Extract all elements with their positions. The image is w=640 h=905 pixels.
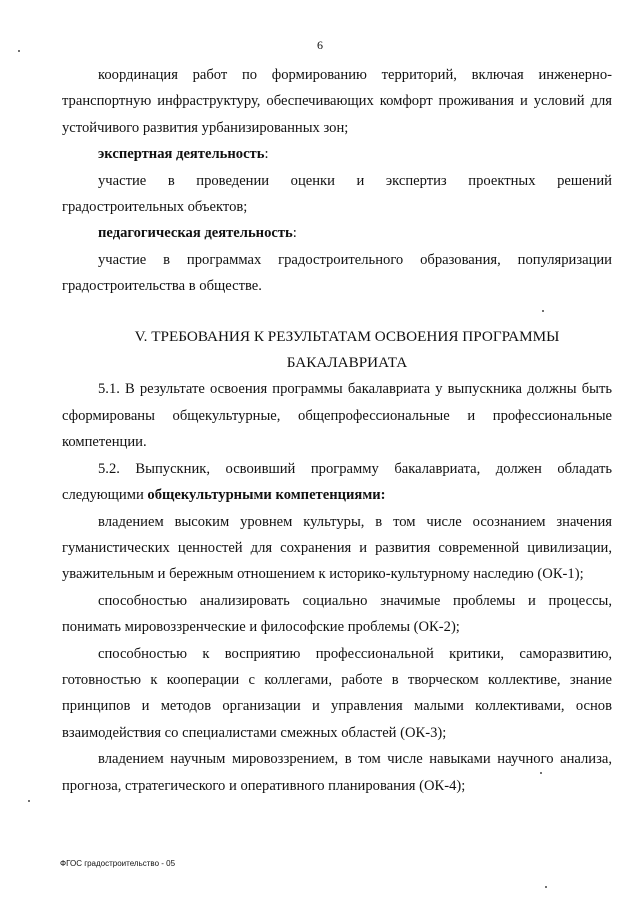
paragraph-expert: участие в проведении оценки и экспертиз проектных решений градостроительных объектов; xyxy=(62,172,612,216)
activity-heading-pedagogical-colon: : xyxy=(292,225,297,242)
competency-ok-4: владением научным мировоззрением, в том числе навыками научного анализа, прогноза, стратегического и оперативного планирования (ОК-4); xyxy=(62,751,612,794)
footer-label: ФГОС градостроительство - 05 xyxy=(60,859,176,868)
activity-heading-pedagogical xyxy=(62,220,612,246)
document-body xyxy=(62,62,612,799)
scan-speck xyxy=(540,772,542,774)
activity-heading-expert-colon: : xyxy=(264,146,269,163)
page-number: 6 xyxy=(317,38,323,52)
scan-speck xyxy=(18,50,20,52)
paragraph-5-2-bold: общекультурными компетенциями: xyxy=(147,487,386,504)
paragraph-coordination: координация работ по формированию территорий, включая инженерно-транспортную инфраструктуру, обеспечивающих комфорт проживания и условий для устойчивого развития урбанизированных зон; xyxy=(62,67,612,136)
activity-heading-pedagogical-text: педагогическая деятельность xyxy=(98,225,293,242)
section-title-line1: V. ТРЕБОВАНИЯ К РЕЗУЛЬТАТАМ ОСВОЕНИЯ ПРОГРАММЫ xyxy=(134,327,560,345)
activity-heading-expert-text: экспертная деятельность xyxy=(98,146,265,163)
paragraph-pedagogical: участие в программах градостроительного образования, популяризации градостроительства в обществе. xyxy=(62,251,612,295)
scan-speck xyxy=(542,310,544,312)
scan-speck xyxy=(28,800,30,802)
paragraph-5-2 xyxy=(62,456,612,509)
activity-heading-expert xyxy=(62,141,612,167)
scan-speck xyxy=(545,886,547,888)
paragraph-5-2-text: 5.2. Выпускник, освоивший программу бакалавриата, должен обладать следующими xyxy=(62,460,612,504)
competency-ok-3: способностью к восприятию профессиональной критики, саморазвитию, готовностью к кооперации с коллегами, работе в творческом коллективе, знание принципов и методов организации и управления малыми коллективами, основ взаимодействия со специалистами смежных областей (ОК-3); xyxy=(62,645,612,741)
section-title-line2: БАКАЛАВРИАТА xyxy=(286,354,408,372)
section-title xyxy=(62,324,612,377)
competency-ok-2: способностью анализировать социально значимые проблемы и процессы, понимать мировоззренческие и философские проблемы (ОК-2); xyxy=(62,592,612,636)
competency-ok-1: владением высоким уровнем культуры, в том числе осознанием значения гуманистических ценностей для сохранения и развития современной цивилизации, уважительным и бережным отношением к историко-культурному наследию (ОК-1); xyxy=(62,513,612,583)
paragraph-5-1: 5.1. В результате освоения программы бакалавриата у выпускника должны быть сформированы общекультурные, общепрофессиональные и профессиональные компетенции. xyxy=(62,381,612,451)
